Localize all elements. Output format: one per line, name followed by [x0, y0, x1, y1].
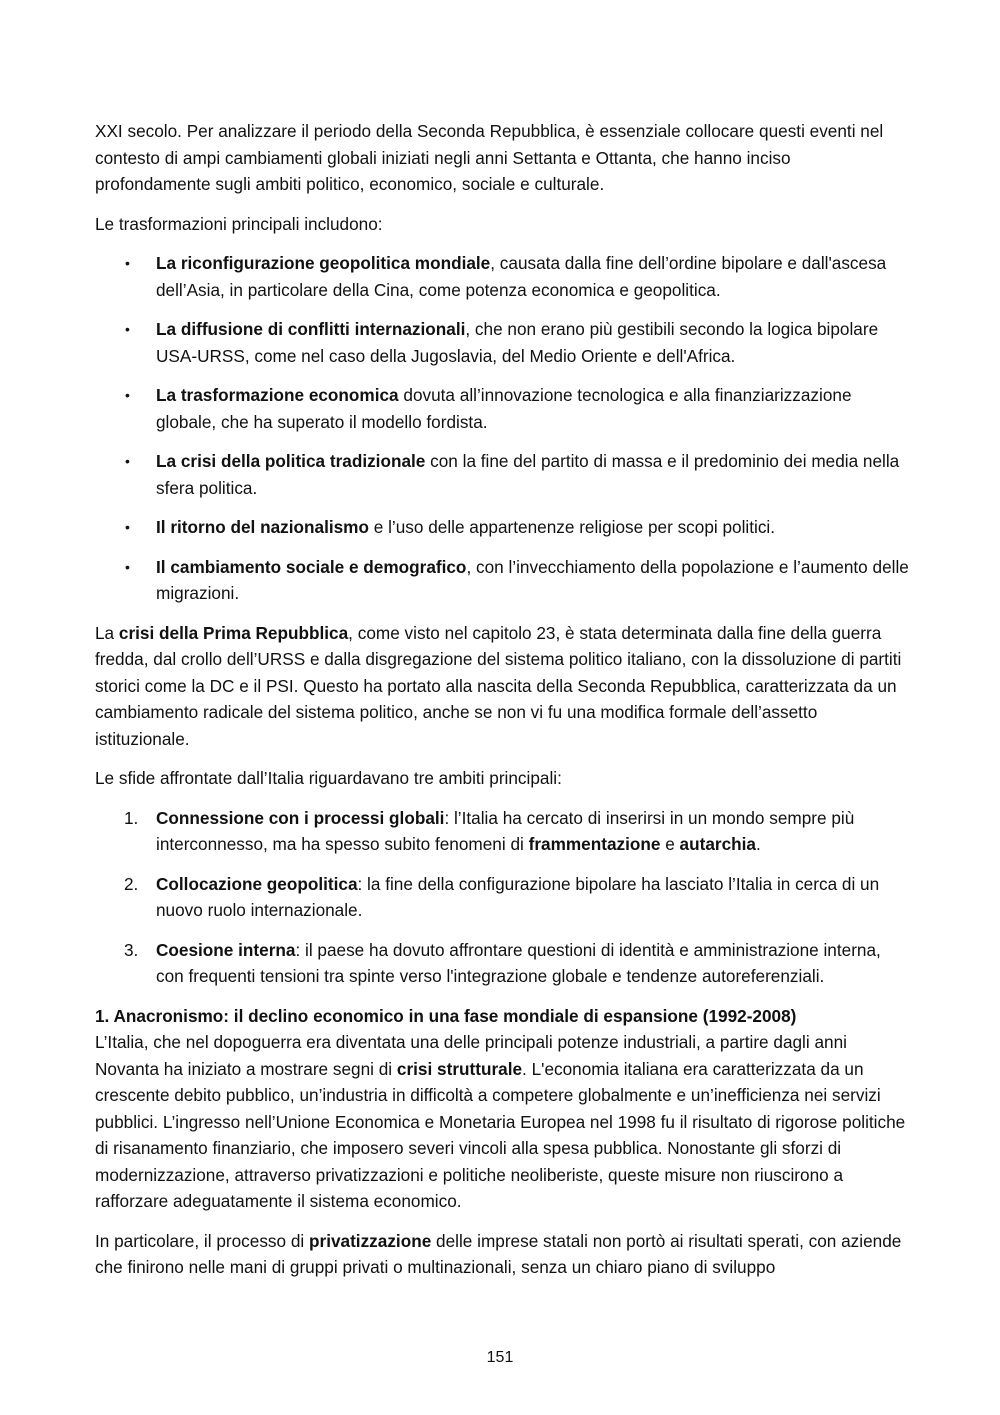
intro-paragraph: XXI secolo. Per analizzare il periodo della Seconda Repubblica, è essenziale collocare questi eventi nel contesto di ampi cambiamenti globali iniziati negli anni Settanta e Ottanta, che hanno inciso profondamente sugli ambiti politico, economico, sociale e culturale.	[95, 121, 884, 194]
list-item: • La riconfigurazione geopolitica mondiale, causata dalla fine dell’ordine bipolare e dall'ascesa dell’Asia, in particolare della Cina, come potenza economica e geopolitica.	[95, 250, 910, 303]
list-item: • La diffusione di conflitti internazionali, che non erano più gestibili secondo la logica bipolare USA-URSS, come nel caso della Jugoslavia, del Medio Oriente e dell'Africa.	[95, 316, 910, 369]
list-number: 1.	[124, 807, 139, 828]
list-item: 1. Connessione con i processi globali: l’Italia ha cercato di inserirsi in un mondo sempre più interconnesso, ma ha spesso subito fenomeni di frammentazione e autarchia.	[95, 805, 910, 858]
list-item: • La trasformazione economica dovuta all’innovazione tecnologica e alla finanziarizzazione globale, che ha superato il modello fordista.	[95, 382, 910, 435]
challenges-intro: Le sfide affrontate dall’Italia riguardavano tre ambiti principali:	[95, 768, 562, 788]
page-number: 151	[486, 1349, 514, 1366]
bullet-icon: •	[125, 558, 130, 575]
challenges-list	[95, 805, 910, 990]
crisis-paragraph: La crisi della Prima Repubblica, come visto nel capitolo 23, è stata determinata dalla fine della guerra fredda, dal crollo dell’URSS e dalla disgregazione del sistema politico italiano, con la dissoluzione di partiti storici come la DC e il PSI. Questo ha portato alla nascita della Seconda Repubblica, caratterizzata da un cambiamento radicale del sistema politico, anche se non vi fu una modifica formale dell’assetto istituzionale.	[95, 622, 902, 749]
bullet-icon: •	[125, 255, 130, 271]
section-heading: 1. Anacronismo: il declino economico in una fase mondiale di espansione (1992-2008)	[95, 1005, 797, 1026]
list-item: • Il ritorno del nazionalismo e l’uso delle appartenenze religiose per scopi politici.	[95, 514, 910, 541]
list-item: • Il cambiamento sociale e demografico, con l’invecchiamento della popolazione e l’aumento delle migrazioni.	[95, 554, 910, 607]
transformations-list	[95, 250, 910, 607]
list-item: • La crisi della politica tradizionale con la fine del partito di massa e il predominio dei media nella sfera politica.	[95, 448, 910, 501]
transformations-intro: Le trasformazioni principali includono:	[95, 213, 383, 234]
list-item: 3. Coesione interna: il paese ha dovuto affrontare questioni di identità e amministrazione interna, con frequenti tensioni tra spinte verso l'integrazione globale e tendenze autoreferenziali.	[95, 937, 910, 990]
bullet-icon: •	[125, 321, 130, 337]
list-number: 3.	[124, 939, 139, 960]
privatization-paragraph: In particolare, il processo di privatizzazione delle imprese statali non portò ai risultati sperati, con aziende che finirono nelle mani di gruppi privati o multinazionali, senza un chiaro piano di sviluppo	[95, 1230, 902, 1277]
bullet-icon: •	[125, 519, 130, 535]
list-number: 2.	[124, 873, 139, 894]
bullet-icon: •	[125, 453, 130, 469]
page-content	[95, 118, 910, 1294]
section-paragraph: L’Italia, che nel dopoguerra era diventata una delle principali potenze industriali, a partire dagli anni Novanta ha iniziato a mostrare segni di crisi strutturale. L'economia italiana era caratterizzata da un crescente debito pubblico, un’industria in difficoltà a competere globalmente e un’inefficienza nei servizi pubblici. L’ingresso nell’Unione Economica e Monetaria Europea nel 1998 fu il risultato di rigorose politiche di risanamento finanziario, che imposero severi vincoli alla spesa pubblica. Nonostante gli sforzi di modernizzazione, attraverso privatizzazioni e politiche neoliberiste, queste misure non riuscirono a rafforzare adeguatamente il sistema economico.	[95, 1032, 906, 1211]
list-item: 2. Collocazione geopolitica: la fine della configurazione bipolare ha lasciato l’Italia in cerca di un nuovo ruolo internazionale.	[95, 871, 910, 924]
bullet-icon: •	[125, 387, 130, 403]
